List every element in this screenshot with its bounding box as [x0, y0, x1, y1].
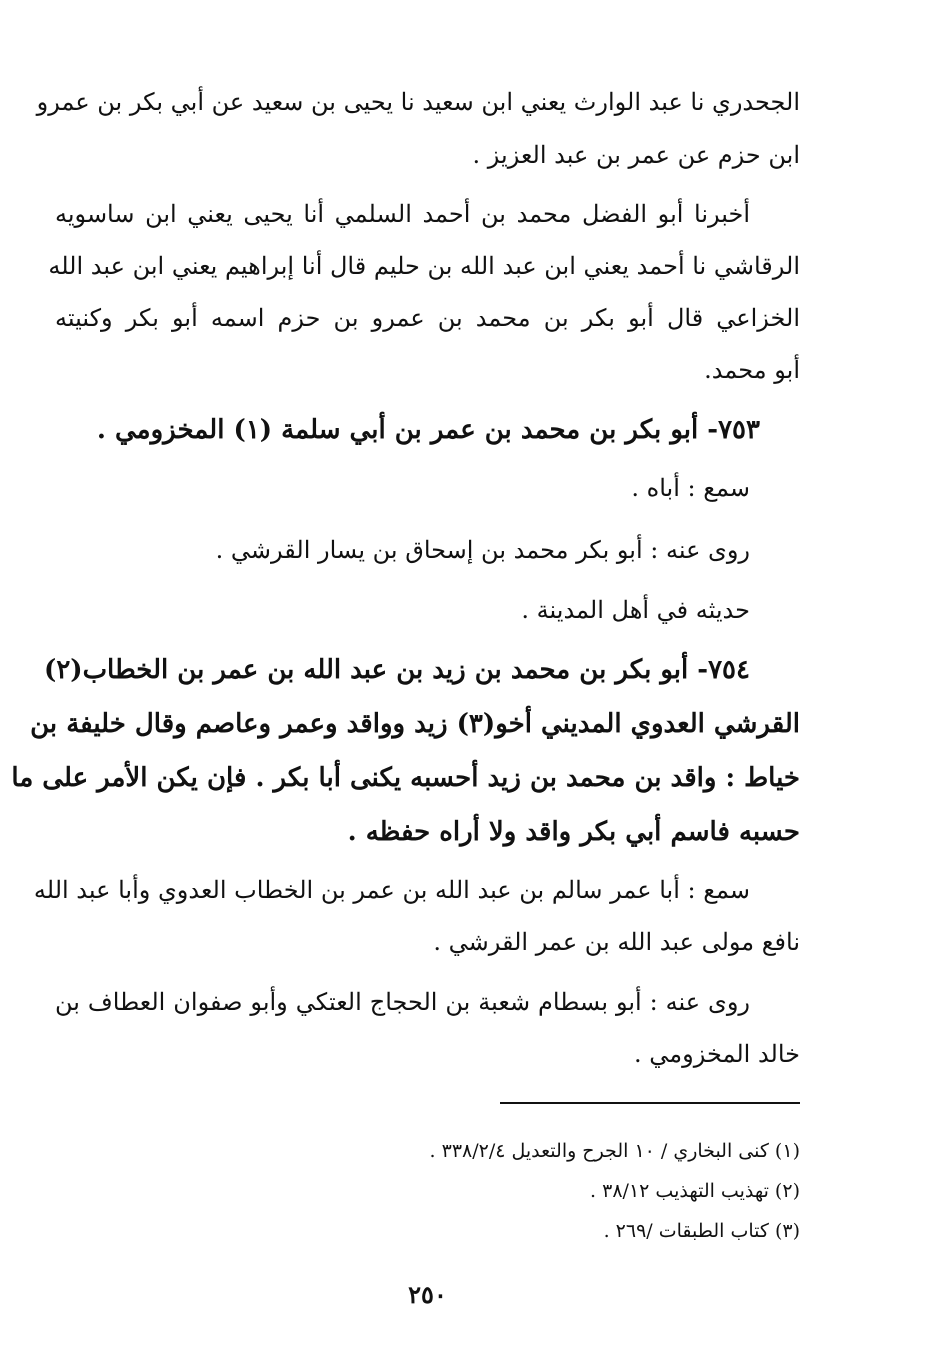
entry-heard: سمع : أبا عمر سالم بن عبد الله بن عمر بن الخطاب العدوي وأبا عبد الله [33, 876, 750, 904]
paragraph-line: ابن حزم عن عمر بن عبد العزيز . [472, 141, 800, 169]
page-number: ٢٥٠ [408, 1280, 447, 1309]
footnote-separator [500, 1102, 800, 1104]
entry-heading-line: القرشي العدوي المديني أخو(٣) زيد وواقد وعمر وعاصم وقال خليفة بن [30, 709, 800, 739]
footnote: (١) كنى البخاري / ١٠ الجرح والتعديل ٣٣٨/٢/٤ . [429, 1140, 800, 1162]
footnote: (٣) كتاب الطبقات /٢٦٩ . [603, 1220, 800, 1242]
entry-narrated: روى عنه : أبو بكر محمد بن إسحاق بن يسار القرشي . [215, 536, 750, 564]
paragraph-line: الرقاشي نا أحمد يعني ابن عبد الله بن حليم قال أنا إبراهيم يعني ابن عبد الله [48, 252, 800, 280]
paragraph-line: أخبرنا أبو الفضل محمد بن أحمد السلمي أنا يحيى يعني ابن ساسويه [55, 200, 750, 228]
entry-hadith: حديثه في أهل المدينة . [521, 596, 750, 624]
page [11, 70, 800, 1330]
paragraph-line: الجحدري نا عبد الوارث يعني ابن سعيد نا يحيى بن سعيد عن أبي بكر بن عمرو [36, 88, 800, 116]
entry-heard-line: نافع مولى عبد الله بن عمر القرشي . [433, 928, 800, 956]
paragraph-line: الخزاعي قال أبو بكر بن محمد بن عمرو بن حزم اسمه أبو بكر وكنيته [55, 304, 800, 332]
entry-heading-753: ٧٥٣- أبو بكر بن محمد بن عمر بن أبي سلمة (١) المخزومي . [96, 415, 760, 445]
entry-heading-754: ٧٥٤- أبو بكر بن محمد بن زيد بن عبد الله بن عمر بن الخطاب(٢) [44, 655, 750, 685]
entry-heading-line: حسبه فاسم أبي بكر واقد ولا أراه حفظه . [347, 817, 800, 847]
paragraph-line: أبو محمد. [704, 356, 800, 384]
footnote: (٢) تهذيب التهذيب ٣٨/١٢ . [590, 1180, 800, 1202]
entry-heard: سمع : أباه . [631, 474, 750, 502]
entry-heading-line: خياط : واقد بن محمد بن زيد أحسبه يكنى أبا بكر . فإن يكن الأمر على ما [11, 763, 800, 793]
entry-narrated: روى عنه : أبو بسطام شعبة بن الحجاج العتكي وأبو صفوان العطاف بن [55, 988, 750, 1016]
entry-narrated-line: خالد المخزومي . [634, 1040, 800, 1068]
